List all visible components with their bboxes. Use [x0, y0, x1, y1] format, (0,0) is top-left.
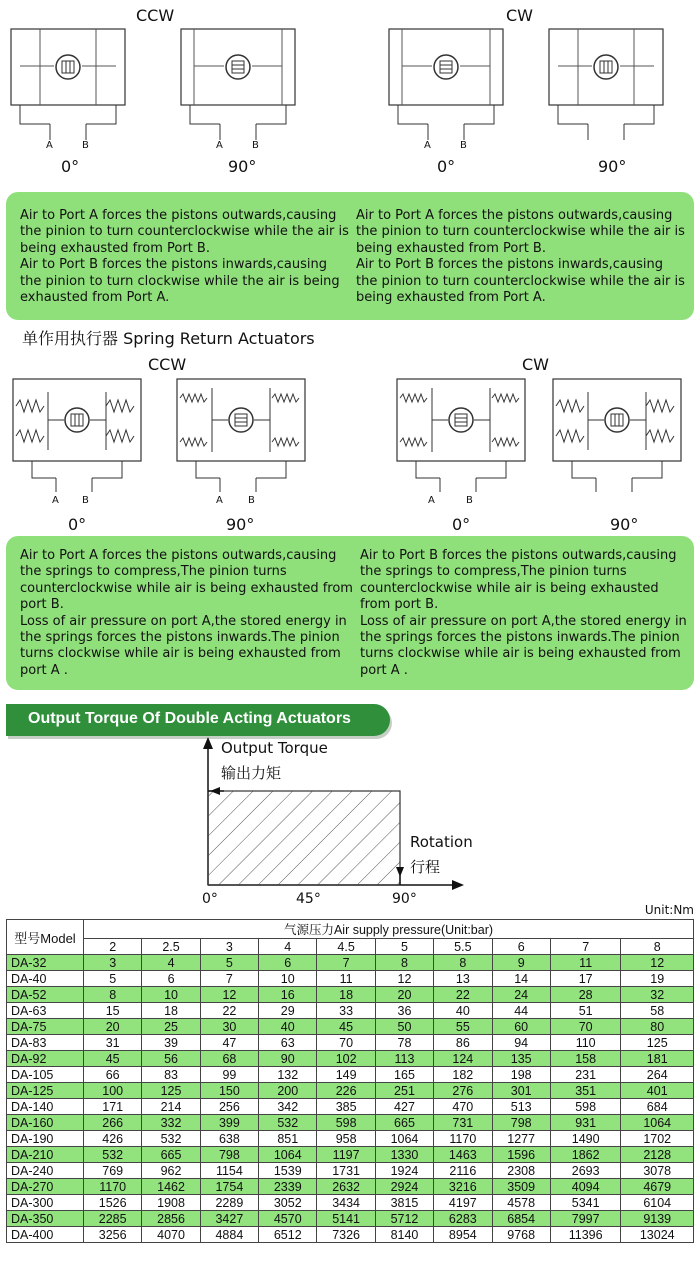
output-torque-banner	[6, 704, 390, 736]
torque-cell: 1277	[492, 1131, 550, 1147]
angle-label: 0°	[68, 515, 87, 534]
torque-cell: 1754	[200, 1179, 258, 1195]
torque-cell: 11396	[550, 1227, 621, 1243]
torque-cell: 31	[84, 1035, 142, 1051]
torque-cell: 684	[621, 1099, 694, 1115]
torque-cell: 532	[84, 1147, 142, 1163]
torque-cell: 33	[317, 1003, 375, 1019]
double-acting-diagram-cw-0	[388, 28, 504, 154]
y-axis-label-cn: 输出力矩	[221, 764, 282, 782]
torque-cell: 5341	[550, 1195, 621, 1211]
torque-cell: 3052	[259, 1195, 317, 1211]
torque-cell: 8	[375, 955, 433, 971]
table-row	[7, 1195, 694, 1211]
torque-cell: 798	[200, 1147, 258, 1163]
torque-cell: 100	[84, 1083, 142, 1099]
torque-cell: 251	[375, 1083, 433, 1099]
torque-cell: 6854	[492, 1211, 550, 1227]
torque-cell: 4679	[621, 1179, 694, 1195]
torque-cell: 1539	[259, 1163, 317, 1179]
pressure-col-header: 5	[375, 939, 433, 955]
torque-cell: 1862	[550, 1147, 621, 1163]
torque-cell: 6283	[434, 1211, 492, 1227]
spring-return-diagram-ccw-0	[12, 378, 142, 506]
description-right	[360, 548, 688, 679]
torque-cell: 68	[200, 1051, 258, 1067]
model-cell: DA-300	[7, 1195, 84, 1211]
torque-cell: 532	[259, 1115, 317, 1131]
torque-cell: 1170	[434, 1131, 492, 1147]
table-row	[7, 1131, 694, 1147]
torque-cell: 16	[259, 987, 317, 1003]
torque-cell: 266	[84, 1115, 142, 1131]
spring-return-diagram-cw-0	[396, 378, 526, 506]
torque-cell: 8140	[375, 1227, 433, 1243]
torque-cell: 1731	[317, 1163, 375, 1179]
port-a-label: A	[216, 140, 223, 151]
torque-table	[6, 919, 694, 1243]
torque-cell: 22	[200, 1003, 258, 1019]
torque-cell: 171	[84, 1099, 142, 1115]
ccw-label: CCW	[136, 6, 175, 25]
torque-cell: 598	[550, 1099, 621, 1115]
x-axis-label-cn: 行程	[410, 858, 441, 876]
torque-cell: 3078	[621, 1163, 694, 1179]
table-row	[7, 1179, 694, 1195]
torque-cell: 1924	[375, 1163, 433, 1179]
table-row	[7, 1035, 694, 1051]
torque-cell: 399	[200, 1115, 258, 1131]
torque-cell: 6512	[259, 1227, 317, 1243]
torque-cell: 99	[200, 1067, 258, 1083]
table-row	[7, 1099, 694, 1115]
torque-cell: 1702	[621, 1131, 694, 1147]
torque-cell: 70	[317, 1035, 375, 1051]
torque-cell: 426	[84, 1131, 142, 1147]
torque-cell: 10	[142, 987, 200, 1003]
torque-cell: 4884	[200, 1227, 258, 1243]
torque-cell: 10	[259, 971, 317, 987]
pressure-col-header: 2.5	[142, 939, 200, 955]
torque-cell: 598	[317, 1115, 375, 1131]
port-a-label: A	[216, 495, 223, 506]
model-cell: DA-92	[7, 1051, 84, 1067]
pressure-row	[7, 939, 694, 955]
torque-cell: 50	[375, 1019, 433, 1035]
angle-label: 90°	[598, 157, 627, 176]
model-cell: DA-160	[7, 1115, 84, 1131]
torque-cell: 8954	[434, 1227, 492, 1243]
torque-cell: 4070	[142, 1227, 200, 1243]
torque-cell: 13024	[621, 1227, 694, 1243]
torque-cell: 7326	[317, 1227, 375, 1243]
torque-cell: 78	[375, 1035, 433, 1051]
torque-cell: 4	[142, 955, 200, 971]
angle-label: 90°	[610, 515, 639, 534]
model-cell: DA-190	[7, 1131, 84, 1147]
torque-cell: 90	[259, 1051, 317, 1067]
torque-cell: 5141	[317, 1211, 375, 1227]
model-cell: DA-270	[7, 1179, 84, 1195]
torque-cell: 214	[142, 1099, 200, 1115]
torque-cell: 125	[621, 1035, 694, 1051]
model-cell: DA-140	[7, 1099, 84, 1115]
double-acting-description-box	[6, 192, 694, 320]
torque-cell: 7	[200, 971, 258, 987]
torque-cell: 1154	[200, 1163, 258, 1179]
port-b-label: B	[252, 140, 259, 151]
torque-cell: 12	[375, 971, 433, 987]
torque-cell: 113	[375, 1051, 433, 1067]
port-a-label: A	[52, 495, 59, 506]
torque-cell: 32	[621, 987, 694, 1003]
torque-cell: 1197	[317, 1147, 375, 1163]
torque-cell: 18	[317, 987, 375, 1003]
torque-cell: 198	[492, 1067, 550, 1083]
port-b-label: B	[82, 495, 89, 506]
torque-cell: 1462	[142, 1179, 200, 1195]
torque-cell: 301	[492, 1083, 550, 1099]
table-row	[7, 987, 694, 1003]
torque-cell: 94	[492, 1035, 550, 1051]
torque-cell: 532	[142, 1131, 200, 1147]
torque-cell: 7	[317, 955, 375, 971]
torque-cell: 9768	[492, 1227, 550, 1243]
description-paragraph: Air to Port B forces the pistons outwards,causing the springs to compress,The pinion turns counterclockwise while air is being exhausted from port B.	[360, 548, 677, 613]
torque-cell: 13	[434, 971, 492, 987]
x-tick-0: 0°	[202, 891, 218, 907]
table-row	[7, 1067, 694, 1083]
torque-cell: 165	[375, 1067, 433, 1083]
cw-label: CW	[506, 6, 533, 25]
port-a-label: A	[428, 495, 435, 506]
torque-cell: 47	[200, 1035, 258, 1051]
torque-cell: 1908	[142, 1195, 200, 1211]
torque-cell: 19	[621, 971, 694, 987]
angle-label: 0°	[452, 515, 471, 534]
x-tick-45: 45°	[296, 891, 321, 907]
description-right	[356, 208, 688, 306]
torque-cell: 4578	[492, 1195, 550, 1211]
torque-cell: 1330	[375, 1147, 433, 1163]
description-left	[20, 548, 356, 679]
torque-cell: 385	[317, 1099, 375, 1115]
double-acting-diagram-cw-90	[548, 28, 664, 154]
torque-cell: 470	[434, 1099, 492, 1115]
torque-cell: 851	[259, 1131, 317, 1147]
torque-cell: 36	[375, 1003, 433, 1019]
model-cell: DA-350	[7, 1211, 84, 1227]
torque-cell: 2693	[550, 1163, 621, 1179]
torque-cell: 2924	[375, 1179, 433, 1195]
torque-cell: 60	[492, 1019, 550, 1035]
angle-label: 0°	[437, 157, 456, 176]
torque-cell: 56	[142, 1051, 200, 1067]
torque-cell: 1463	[434, 1147, 492, 1163]
torque-cell: 8	[434, 955, 492, 971]
model-cell: DA-125	[7, 1083, 84, 1099]
torque-cell: 2308	[492, 1163, 550, 1179]
model-cell: DA-40	[7, 971, 84, 987]
torque-cell: 9139	[621, 1211, 694, 1227]
torque-cell: 55	[434, 1019, 492, 1035]
torque-cell: 276	[434, 1083, 492, 1099]
torque-cell: 58	[621, 1003, 694, 1019]
spring-return-description-box	[6, 536, 694, 690]
torque-cell: 9	[492, 955, 550, 971]
torque-cell: 226	[317, 1083, 375, 1099]
torque-cell: 231	[550, 1067, 621, 1083]
table-row	[7, 1147, 694, 1163]
torque-cell: 182	[434, 1067, 492, 1083]
torque-cell: 110	[550, 1035, 621, 1051]
description-paragraph: Loss of air pressure on port A,the stored energy in the springs forces the pistons inwards.The pinion turns clockwise while air is being exhausted from port A .	[360, 613, 687, 678]
description-paragraph: Air to Port B forces the pistons inwards,causing the pinion to turn counterclockwise while the air is being exhausted from Port A.	[356, 257, 685, 306]
torque-cell: 256	[200, 1099, 258, 1115]
description-paragraph: Air to Port A forces the pistons outwards,causing the pinion to turn counterclockwise while the air is being exhausted from Port B.	[20, 208, 349, 256]
torque-cell: 962	[142, 1163, 200, 1179]
torque-cell: 7997	[550, 1211, 621, 1227]
table-row	[7, 1115, 694, 1131]
pressure-col-header: 3	[200, 939, 258, 955]
pressure-col-header: 2	[84, 939, 142, 955]
torque-cell: 3256	[84, 1227, 142, 1243]
torque-cell: 4094	[550, 1179, 621, 1195]
model-cell: DA-83	[7, 1035, 84, 1051]
torque-cell: 427	[375, 1099, 433, 1115]
torque-cell: 3815	[375, 1195, 433, 1211]
torque-cell: 4570	[259, 1211, 317, 1227]
pressure-col-header: 8	[621, 939, 694, 955]
torque-cell: 125	[142, 1083, 200, 1099]
torque-cell: 25	[142, 1019, 200, 1035]
ccw-label: CCW	[148, 355, 187, 374]
table-row	[7, 1051, 694, 1067]
torque-cell: 14	[492, 971, 550, 987]
pressure-col-header: 7	[550, 939, 621, 955]
torque-cell: 958	[317, 1131, 375, 1147]
table-row	[7, 955, 694, 971]
torque-cell: 24	[492, 987, 550, 1003]
banner-title: Output Torque Of Double Acting Actuators	[28, 710, 351, 727]
table-row	[7, 971, 694, 987]
torque-cell: 5712	[375, 1211, 433, 1227]
torque-cell: 12	[200, 987, 258, 1003]
torque-cell: 3216	[434, 1179, 492, 1195]
torque-cell: 1596	[492, 1147, 550, 1163]
port-b-label: B	[466, 495, 473, 506]
double-acting-diagram-ccw-90	[180, 28, 296, 154]
angle-label: 0°	[61, 157, 80, 176]
torque-cell: 20	[375, 987, 433, 1003]
pressure-col-header: 4	[259, 939, 317, 955]
torque-cell: 5	[84, 971, 142, 987]
torque-cell: 401	[621, 1083, 694, 1099]
torque-cell: 30	[200, 1019, 258, 1035]
torque-cell: 3509	[492, 1179, 550, 1195]
torque-cell: 70	[550, 1019, 621, 1035]
torque-cell: 63	[259, 1035, 317, 1051]
x-axis-label: Rotation	[410, 833, 473, 851]
torque-cell: 20	[84, 1019, 142, 1035]
angle-label: 90°	[226, 515, 255, 534]
torque-cell: 6	[142, 971, 200, 987]
model-cell: DA-240	[7, 1163, 84, 1179]
torque-cell: 5	[200, 955, 258, 971]
table-row	[7, 1083, 694, 1099]
torque-cell: 2116	[434, 1163, 492, 1179]
pressure-col-header: 4.5	[317, 939, 375, 955]
port-b-label: B	[82, 140, 89, 151]
torque-cell: 12	[621, 955, 694, 971]
torque-cell: 51	[550, 1003, 621, 1019]
torque-cell: 1526	[84, 1195, 142, 1211]
cw-label: CW	[522, 355, 549, 374]
model-cell: DA-63	[7, 1003, 84, 1019]
table-row	[7, 1003, 694, 1019]
table-row	[7, 1227, 694, 1243]
torque-cell: 2632	[317, 1179, 375, 1195]
torque-cell: 132	[259, 1067, 317, 1083]
pressure-col-header: 6	[492, 939, 550, 955]
torque-cell: 8	[84, 987, 142, 1003]
torque-cell: 17	[550, 971, 621, 987]
torque-cell: 665	[142, 1147, 200, 1163]
torque-cell: 1490	[550, 1131, 621, 1147]
port-b-label: B	[248, 495, 255, 506]
torque-cell: 22	[434, 987, 492, 1003]
torque-cell: 15	[84, 1003, 142, 1019]
table-row	[7, 1211, 694, 1227]
torque-cell: 45	[317, 1019, 375, 1035]
torque-cell: 124	[434, 1051, 492, 1067]
torque-cell: 158	[550, 1051, 621, 1067]
torque-cell: 40	[434, 1003, 492, 1019]
model-header: 型号Model	[7, 920, 84, 955]
table-row	[7, 1163, 694, 1179]
table-row	[7, 1019, 694, 1035]
port-a-label: A	[46, 140, 53, 151]
torque-cell: 29	[259, 1003, 317, 1019]
torque-cell: 80	[621, 1019, 694, 1035]
torque-cell: 931	[550, 1115, 621, 1131]
torque-cell: 1064	[375, 1131, 433, 1147]
torque-cell: 2285	[84, 1211, 142, 1227]
description-paragraph: Air to Port A forces the pistons outwards,causing the pinion to turn counterclockwise while the air is being exhausted from Port B.	[356, 208, 685, 256]
torque-cell: 28	[550, 987, 621, 1003]
torque-cell: 149	[317, 1067, 375, 1083]
torque-cell: 150	[200, 1083, 258, 1099]
torque-cell: 2289	[200, 1195, 258, 1211]
torque-cell: 83	[142, 1067, 200, 1083]
torque-cell: 3427	[200, 1211, 258, 1227]
torque-cell: 11	[317, 971, 375, 987]
description-left	[20, 208, 350, 306]
x-tick-90: 90°	[392, 891, 417, 907]
torque-cell: 135	[492, 1051, 550, 1067]
angle-label: 90°	[228, 157, 257, 176]
spring-return-diagram-ccw-90	[176, 378, 306, 506]
torque-cell: 264	[621, 1067, 694, 1083]
model-cell: DA-210	[7, 1147, 84, 1163]
torque-cell: 769	[84, 1163, 142, 1179]
spring-return-title: 单作用执行器 Spring Return Actuators	[22, 329, 315, 348]
unit-label: Unit:Nm	[644, 903, 694, 917]
torque-cell: 1064	[621, 1115, 694, 1131]
torque-cell: 2856	[142, 1211, 200, 1227]
torque-cell: 2339	[259, 1179, 317, 1195]
torque-cell: 731	[434, 1115, 492, 1131]
torque-cell: 2128	[621, 1147, 694, 1163]
torque-cell: 513	[492, 1099, 550, 1115]
torque-cell: 45	[84, 1051, 142, 1067]
torque-cell: 3434	[317, 1195, 375, 1211]
description-paragraph: Loss of air pressure on port A,the stored energy in the springs forces the pistons inwards.The pinion turns clockwise while air is being exhausted from port A .	[20, 613, 347, 678]
model-cell: DA-32	[7, 955, 84, 971]
torque-cell: 3	[84, 955, 142, 971]
torque-cell: 332	[142, 1115, 200, 1131]
torque-cell: 798	[492, 1115, 550, 1131]
pressure-header: 气源压力Air supply pressure(Unit:bar)	[84, 920, 694, 939]
model-cell: DA-400	[7, 1227, 84, 1243]
torque-cell: 6104	[621, 1195, 694, 1211]
torque-cell: 44	[492, 1003, 550, 1019]
torque-cell: 6	[259, 955, 317, 971]
torque-cell: 342	[259, 1099, 317, 1115]
torque-cell: 4197	[434, 1195, 492, 1211]
port-a-label: A	[424, 140, 431, 151]
torque-cell: 18	[142, 1003, 200, 1019]
port-b-label: B	[460, 140, 467, 151]
torque-cell: 351	[550, 1083, 621, 1099]
torque-cell: 638	[200, 1131, 258, 1147]
spring-return-diagram-cw-90	[552, 378, 682, 506]
model-cell: DA-52	[7, 987, 84, 1003]
model-cell: DA-75	[7, 1019, 84, 1035]
torque-cell: 1170	[84, 1179, 142, 1195]
torque-cell: 39	[142, 1035, 200, 1051]
torque-cell: 86	[434, 1035, 492, 1051]
pressure-col-header: 5.5	[434, 939, 492, 955]
torque-cell: 66	[84, 1067, 142, 1083]
torque-cell: 665	[375, 1115, 433, 1131]
torque-cell: 40	[259, 1019, 317, 1035]
torque-cell: 200	[259, 1083, 317, 1099]
torque-cell: 102	[317, 1051, 375, 1067]
torque-cell: 181	[621, 1051, 694, 1067]
y-axis-label: Output Torque	[221, 739, 328, 757]
torque-cell: 1064	[259, 1147, 317, 1163]
torque-cell: 11	[550, 955, 621, 971]
description-paragraph: Air to Port A forces the pistons outwards,causing the springs to compress,The pinion turns counterclockwise while air is being exhausted from port B.	[20, 548, 353, 613]
description-paragraph: Air to Port B forces the pistons inwards,causing the pinion to turn clockwise while the air is being exhausted from Port A.	[20, 257, 340, 306]
double-acting-diagram-ccw-0	[10, 28, 126, 154]
model-cell: DA-105	[7, 1067, 84, 1083]
